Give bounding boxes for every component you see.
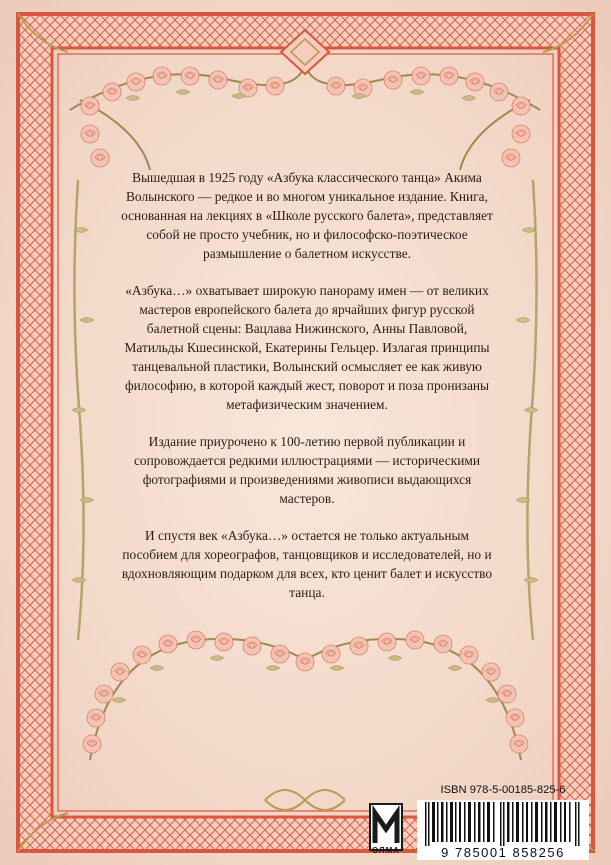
paragraph-4: И спустя век «Азбука…» остается не только актуальным пособием для хореографов, танцовщиков и исследователей, но и вдохновляющим подарком для всех, кто ценит балет и искусство танца. — [121, 528, 493, 600]
barcode-bars — [417, 800, 589, 846]
isbn-label: ISBN 978-5-00185-825-6 — [440, 784, 566, 796]
paragraph-1: Вышедшая в 1925 году «Азбука классического танца» Акима Волынского — редкое и во многом уникальное издание. Книга, основанная на лекциях в «Школе русского балета», представляет собой не просто учебник, но и философско-поэтическое размышление о балетном искусстве. — [121, 170, 493, 261]
paragraph-3: Издание приурочено к 100-летию первой публикации и сопровождается редкими иллюстрациями — историческими фотографиями и произведениями живописи выдающихся мастеров. — [133, 434, 481, 506]
barcode-number: 9 785001 858256 — [417, 846, 589, 860]
annotation-text — [118, 168, 496, 620]
paragraph-2: «Азбука…» охватывает широкую панораму имен — от великих мастеров европейского балета до ярчайших фигур русской балетной сцены: Вацлава Нижинского, Анны Павловой, Матильды Кшесинской, Екатерины Гельцер. Излагая принципы танцевальной пластики, Волынский осмысляет ее как живую философию, в которой каждый жест, поворот и поза пронизаны метафизическим значением. — [124, 283, 490, 412]
publisher-name: ОЛМА — [371, 846, 401, 855]
